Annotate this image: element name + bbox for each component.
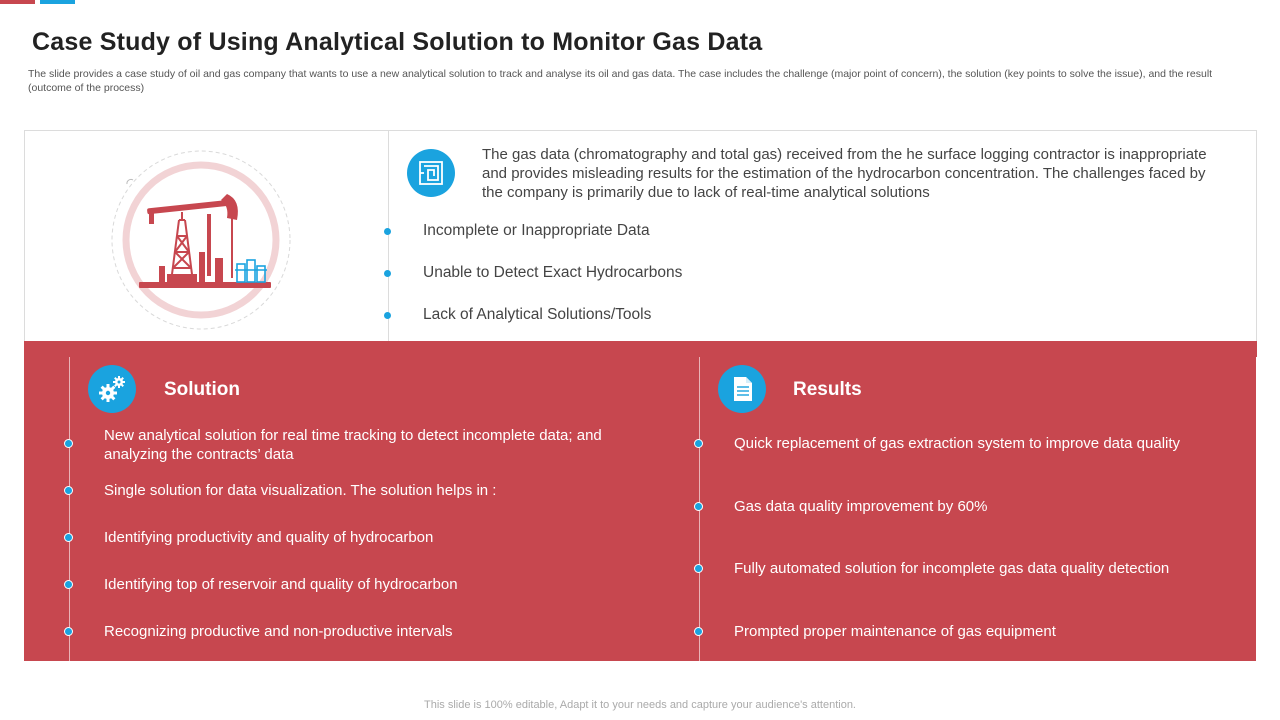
bullet-dot xyxy=(384,270,391,277)
slide-title: Case Study of Using Analytical Solution to Monitor Gas Data xyxy=(32,28,763,56)
bullet-dot xyxy=(64,627,73,636)
bullet-dot xyxy=(64,486,73,495)
bullet-dot xyxy=(384,312,391,319)
bullet-dot xyxy=(64,439,73,448)
solution-timeline-line xyxy=(69,357,70,661)
challenge-item-label: Lack of Analytical Solutions/Tools xyxy=(423,306,652,323)
results-item-label: Prompted proper maintenance of gas equipment xyxy=(734,623,1056,640)
solution-item-label: Identifying top of reservoir and quality of hydrocarbon xyxy=(104,576,458,593)
document-icon xyxy=(718,365,766,413)
bullet-dot xyxy=(694,564,703,573)
oil-pump-rig-illustration xyxy=(109,148,293,332)
results-item-label: Quick replacement of gas extraction system to improve data quality xyxy=(734,435,1181,452)
bullet-dot xyxy=(694,627,703,636)
challenge-item-label: Incomplete or Inappropriate Data xyxy=(423,222,650,239)
bullet-dot xyxy=(384,228,391,235)
solution-item-label: New analytical solution for real time tracking to detect incomplete data; and analyzing the contracts’ data xyxy=(104,427,602,463)
bullet-dot xyxy=(694,439,703,448)
section-separator-strip xyxy=(24,341,1257,357)
list-item xyxy=(388,222,1088,242)
results-item-label: Gas data quality improvement by 60% xyxy=(734,498,988,515)
bullet-dot xyxy=(694,502,703,511)
solution-results-panel xyxy=(24,357,1256,661)
solution-title: Solution xyxy=(164,379,240,400)
slide-footer: This slide is 100% editable, Adapt it to your needs and capture your audience's attention. xyxy=(424,699,856,711)
results-item-label: Fully automated solution for incomplete gas data quality detection xyxy=(734,560,1170,577)
solution-item-label: Recognizing productive and non-productive intervals xyxy=(104,623,453,640)
accent-bar-blue xyxy=(40,0,75,4)
accent-bar-red xyxy=(0,0,35,4)
results-title: Results xyxy=(793,379,862,400)
bullet-dot xyxy=(64,580,73,589)
solution-item-label: Identifying productivity and quality of hydrocarbon xyxy=(104,529,434,546)
solution-item-label: Single solution for data visualization. The solution helps in : xyxy=(104,482,497,499)
slide-subtitle: The slide provides a case study of oil and gas company that wants to use a new analytical solution to track and analyse its oil and gas data. The case includes the challenge (major point of concern), the solution (key points to solve the issue), and the result (outcome of the process) xyxy=(28,68,1213,94)
gears-icon xyxy=(88,365,136,413)
list-item xyxy=(388,306,1088,326)
challenge-panel xyxy=(24,130,1257,342)
challenge-item-label: Unable to Detect Exact Hydrocarbons xyxy=(423,264,683,281)
challenge-description: The gas data (chromatography and total gas) received from the he surface logging contractor is inappropriate and provides misleading results for the estimation of the hydrocarbon concentration. The challenges faced by the company is primarily due to lack of real-time analytical solutions xyxy=(482,146,1207,201)
maze-icon xyxy=(407,149,455,197)
list-item xyxy=(388,264,1088,284)
bullet-dot xyxy=(64,533,73,542)
